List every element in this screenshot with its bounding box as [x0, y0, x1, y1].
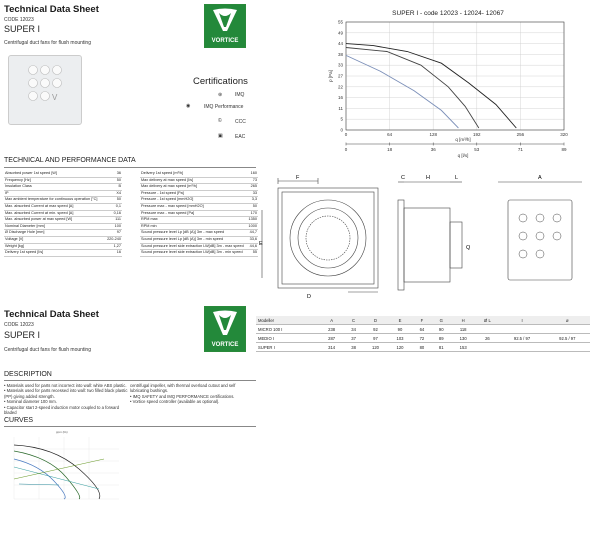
spec-label: Pressure max - max speed [mmH2O] [140, 203, 245, 210]
spec-table-right [140, 171, 258, 257]
series-line-3 [346, 55, 458, 128]
spec-value: 36 [104, 171, 122, 177]
header-desc-2: Centrifugal duct fans for flush mounting [4, 347, 91, 353]
models-row [256, 325, 590, 334]
cert-imq-icon: ⊛ [218, 92, 223, 98]
spec-right-row [140, 236, 258, 243]
spec-value: 1,27 [104, 243, 122, 250]
spec-right-row [140, 177, 258, 184]
spec-right-row [140, 217, 258, 224]
y-tick-label: 55 [337, 19, 343, 25]
header-code: CODE 12023 [4, 17, 34, 23]
certifications-title: Certifications [193, 76, 248, 87]
spec-label: Max ambient temperature for continuous operation [°C] [4, 197, 104, 204]
dimension-drawings [258, 170, 588, 300]
spec-value: 100 [104, 223, 122, 230]
cert-eac-icon: ▣ [218, 133, 223, 139]
spec-value: 44,6 [245, 243, 258, 250]
spec-left-row [4, 223, 122, 230]
models-cell: 81 [432, 343, 451, 352]
header-model-2: SUPER I [4, 330, 41, 340]
models-cell: 92.5 / 97 [545, 334, 590, 343]
header-code-2: CODE 12023 [4, 322, 34, 328]
spec-label: Nominal Diameter [mm] [4, 223, 104, 230]
spec-label: Frequency [Hz] [4, 177, 104, 184]
spec-value: 1350 [245, 217, 258, 224]
models-cell: 37 [344, 334, 363, 343]
models-cell: MEDIO I [256, 334, 319, 343]
models-cell: 92 [363, 325, 388, 334]
logo-text: VORTICE [205, 35, 245, 47]
spec-right-row [140, 184, 258, 191]
y-tick-label: 22 [337, 84, 343, 90]
spec-label: Delivery 1st speed [l/s] [4, 250, 104, 257]
spec-value: 160 [245, 171, 258, 177]
models-cell: 26 [475, 334, 499, 343]
x-tick-label: 0 [344, 132, 348, 137]
cert-imq: IMQ [235, 92, 245, 98]
models-header-cell: H [451, 316, 476, 325]
dim-h: H [426, 175, 430, 181]
vortice-logo-2 [204, 306, 246, 352]
spec-left-row [4, 210, 122, 217]
curves-divider [4, 426, 256, 427]
models-cell: 287 [319, 334, 344, 343]
spec-label: Insulation Class [4, 184, 104, 191]
spec-value: 1000 [245, 223, 258, 230]
spec-label: Voltage [V] [4, 236, 104, 243]
dim-d: D [307, 294, 311, 300]
models-header-cell: A [319, 316, 344, 325]
x2-axis-label: q [l/s] [457, 153, 469, 158]
spec-label: Max delivery at max speed [m³/h] [140, 184, 245, 191]
spec-right-row [140, 230, 258, 237]
spec-left-row [4, 197, 122, 204]
spec-value: 33,6 [245, 236, 258, 243]
models-cell [545, 343, 590, 352]
tech-title: TECHNICAL AND PERFORMANCE DATA [4, 157, 136, 164]
description-line: • Materials used for parts not incorrect into wall: white ABS plastic. [4, 383, 127, 388]
models-row [256, 334, 590, 343]
spec-value: 3,3 [245, 197, 258, 204]
spec-left-row [4, 243, 122, 250]
description-line: • Vortice speed controller (available as optional). [130, 399, 220, 405]
svg-text:V: V [52, 93, 58, 102]
y-tick-label: 44 [337, 41, 343, 47]
description-title: DESCRIPTION [4, 371, 52, 378]
x2-tick-label: 89 [561, 147, 567, 152]
spec-right-row [140, 210, 258, 217]
spec-left-row [4, 250, 122, 257]
spec-label: Delivery 1st speed [m³/h] [140, 171, 245, 177]
models-header-cell: D [363, 316, 388, 325]
spec-value: 170 [245, 210, 258, 217]
spec-label: Pressure max - max speed [Pa] [140, 210, 245, 217]
header-model: SUPER I [4, 24, 41, 34]
models-header-cell: C [344, 316, 363, 325]
y-tick-label: 38 [337, 51, 343, 57]
tech-divider [4, 167, 256, 168]
spec-label: Max. absorbed Current at min. speed [A] [4, 210, 104, 217]
y-tick-label: 5 [340, 116, 343, 122]
spec-label: Pressure - 1st speed [Pa] [140, 190, 245, 197]
spec-left-row [4, 184, 122, 191]
series-line-1 [346, 44, 516, 128]
chart-svg [308, 10, 588, 158]
models-cell: 72 [412, 334, 431, 343]
models-cell: 97 [363, 334, 388, 343]
curves-chart [4, 429, 124, 509]
spec-label: IP [4, 190, 104, 197]
y-tick-label: 33 [337, 62, 343, 68]
cert-eac: EAC [235, 134, 246, 140]
x2-tick-label: 53 [474, 147, 480, 152]
logo-text-2: VORTICE [205, 339, 245, 351]
spec-value: 111 [104, 217, 122, 224]
x2-tick-label: 36 [430, 147, 436, 152]
spec-left-row [4, 203, 122, 210]
spec-left-row [4, 177, 122, 184]
models-cell: 238 [319, 325, 344, 334]
models-cell: 118 [451, 325, 476, 334]
x2-tick-label: 18 [387, 147, 393, 152]
y-tick-label: 0 [340, 127, 343, 133]
spec-left-row [4, 217, 122, 224]
models-cell: 90 [388, 325, 413, 334]
x-tick-label: 128 [429, 132, 437, 137]
performance-chart [308, 10, 588, 158]
spec-label: Pressure - 1st speed [mmH2O] [140, 197, 245, 204]
dim-f: F [296, 175, 300, 181]
models-header-cell: G [432, 316, 451, 325]
cert-imq-performance: IMQ Performance [204, 104, 244, 110]
dim-a: A [538, 175, 542, 181]
spec-left-row [4, 236, 122, 243]
models-cell: MICRO 100 I [256, 325, 319, 334]
spec-value: 33 [245, 190, 258, 197]
spec-right-row [140, 223, 258, 230]
spec-left-row [4, 190, 122, 197]
spec-value: 0,16 [104, 210, 122, 217]
models-cell [499, 343, 544, 352]
models-header-cell: E [388, 316, 413, 325]
models-cell: 103 [388, 334, 413, 343]
spec-label: Max delivery at max speed [l/s] [140, 177, 245, 184]
description-divider [4, 380, 256, 381]
spec-value: 50 [104, 177, 122, 184]
models-cell: 130 [451, 334, 476, 343]
models-cell [545, 325, 590, 334]
x-tick-label: 256 [516, 132, 525, 137]
cert-ccc: CCC [235, 119, 246, 125]
spec-label: Weight [kg] [4, 243, 104, 250]
dim-l: L [455, 175, 459, 181]
spec-table-left [4, 171, 122, 257]
spec-value: 0,1 [104, 203, 122, 210]
cert-ccc-icon: © [218, 118, 222, 124]
v-mark-icon-2 [205, 307, 245, 339]
spec-label: Absorbed power 1st speed [W] [4, 171, 104, 177]
spec-value: 97 [104, 230, 122, 237]
spec-value: 73 [245, 177, 258, 184]
y-tick-label: 49 [337, 30, 343, 36]
models-header-cell: Ø L [475, 316, 499, 325]
header-title: Technical Data Sheet [4, 4, 99, 15]
description-line: • Materials used for parts recessed into wall: two filled black plastic (PP) giving added strength. [4, 388, 128, 399]
models-cell: 64 [412, 325, 431, 334]
spec-label: Max. absorbed power at max speed [W] [4, 217, 104, 224]
spec-label: RPM min [140, 223, 245, 230]
models-row [256, 343, 590, 352]
models-cell [475, 343, 499, 352]
description-col2 [130, 383, 254, 405]
spec-value: 16 [104, 250, 122, 257]
models-cell: 153 [451, 343, 476, 352]
x-tick-label: 320 [560, 132, 568, 137]
spec-right-row [140, 190, 258, 197]
y-tick-label: 11 [338, 105, 343, 111]
spec-label: Max. absorbed Current at max speed [A] [4, 203, 104, 210]
y-tick-label: 27 [337, 73, 343, 79]
spec-right-row [140, 203, 258, 210]
spec-value: B [104, 184, 122, 191]
description-line: centrifugal impeller, with thermal overload cutout and self lubricating bushings. [130, 383, 236, 394]
models-header-cell: ø [545, 316, 590, 325]
dim-c: C [401, 175, 405, 181]
spec-right-row [140, 250, 258, 257]
models-header-cell: Modeller [256, 316, 319, 325]
spec-right-row [140, 243, 258, 250]
header-title-2: Technical Data Sheet [4, 309, 99, 320]
spec-label: RPM max [140, 217, 245, 224]
x-tick-label: 64 [387, 132, 393, 137]
spec-label: Sound pressure level Lp [dB (A)] 3m - max speed [140, 230, 245, 237]
v-mark-icon [205, 5, 245, 35]
models-header-cell: F [412, 316, 431, 325]
models-cell [499, 325, 544, 334]
product-image [8, 55, 82, 125]
series-line-2 [346, 48, 479, 129]
x2-tick-label: 0 [344, 147, 348, 152]
vortice-logo [204, 4, 246, 48]
spec-right-row [140, 197, 258, 204]
description-line: • IMQ SAFETY and IMQ PERFORMANCE certifications. [130, 393, 235, 399]
models-cell: 120 [363, 343, 388, 352]
models-table [256, 316, 590, 352]
models-cell: 38 [344, 343, 363, 352]
spec-value: 55 [245, 250, 258, 257]
y-tick-label: 16 [337, 95, 343, 101]
spec-label: Sound pressure level side extraction LW[dB] 3m - min speed [140, 250, 245, 257]
dim-q: Q [466, 245, 471, 251]
spec-label: Ø Discharge Hole [mm] [4, 230, 104, 237]
cert-imq-perf-icon: ◉ [186, 103, 191, 109]
models-cell: 34 [344, 325, 363, 334]
models-header-cell: I [499, 316, 544, 325]
spec-value: 265 [245, 184, 258, 191]
spec-value: 220-240 [104, 236, 122, 243]
spec-value: 44,7 [245, 230, 258, 237]
models-cell [475, 325, 499, 334]
x-axis-label: q [m³/h] [455, 137, 471, 142]
models-cell: 89 [432, 334, 451, 343]
curves-series-label: ppm (l/s) [56, 430, 68, 434]
description-line: • Capacitor start 2-speed induction motor coupled to a forward bladed [4, 404, 120, 416]
y-axis-label: p [Pa] [328, 70, 333, 82]
models-cell: SUPER I [256, 343, 319, 352]
description-line: • Nominal diameter 100 mm. [4, 399, 57, 405]
x2-tick-label: 71 [517, 147, 523, 152]
models-cell: 314 [319, 343, 344, 352]
spec-value: 50 [245, 203, 258, 210]
header-desc: Centrifugal duct fans for flush mounting [4, 40, 91, 46]
curves-title: CURVES [4, 417, 34, 424]
spec-left-row [4, 230, 122, 237]
spec-label: Sound pressure level Lp [dB (A)] 3m - min speed [140, 236, 245, 243]
x-tick-label: 192 [473, 132, 481, 137]
models-cell: 90 [432, 325, 451, 334]
spec-label: Sound pressure level side extraction LW[dB] 3m - max speed [140, 243, 245, 250]
spec-value: X4 [104, 190, 122, 197]
description-col1 [4, 383, 128, 415]
dim-e: E [259, 241, 263, 247]
models-cell: 92.5 / 97 [499, 334, 544, 343]
chart-title: SUPER I - code 12023 - 12024- 12067 [392, 10, 504, 17]
models-cell: 80 [412, 343, 431, 352]
models-cell: 120 [388, 343, 413, 352]
spec-value: 50 [104, 197, 122, 204]
